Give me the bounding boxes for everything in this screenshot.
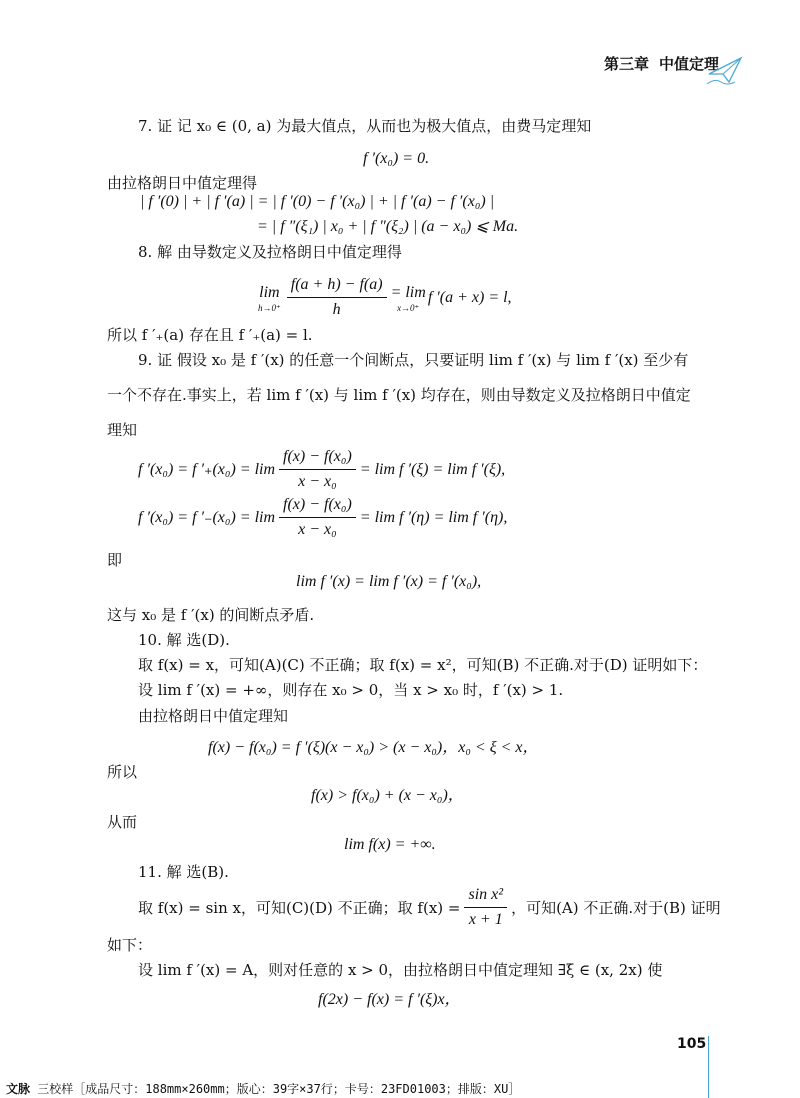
equation-line: f(2x) − f(x) = f ′(ξ)x， <box>318 991 461 1008</box>
equation-line: f(x) − f(x₀) = f ′(ξ)(x − x₀) > (x − x₀)，x₀ < ξ < x， <box>208 739 539 756</box>
text-line: 取 f(x) = x，可知(A)(C) 不正确；取 f(x) = x²，可知(B) 不正确.对于(D) 证明如下： <box>138 656 708 674</box>
text-line: 所以 <box>107 763 138 781</box>
text-line: 理知 <box>107 421 138 439</box>
footer-brand: 文脉 <box>6 1082 31 1096</box>
text-line: 如下： <box>107 936 153 954</box>
problem-8-intro: 8. 解 由导数定义及拉格朗日中值定理得 <box>138 243 402 261</box>
equation-limit-8: lim h→0⁺ $\frac{f(a + h) - f(a)}{h}$ = lim x→0⁺ f ′(a + x) = l, <box>258 276 512 318</box>
text-line: 这与 x₀ 是 f ′(x) 的间断点矛盾. <box>107 606 315 624</box>
equation-line: lim f ′(x) = lim f ′(x) = f ′(x₀), <box>296 573 482 590</box>
text-line: 即 <box>107 551 123 569</box>
paper-plane-icon <box>705 52 745 92</box>
equation-left-derivative: f ′(x₀) = f ′₋(x₀) = lim $\frac{\text{f(x) − f(x₀)}}{\text{x − x₀}}$ = lim f ′(η) = lim f ′(η), <box>138 496 508 538</box>
equation-line: | f ′(0) | + | f ′(a) | = | f ′(0) − f ′(x₀) | + | f ′(a) − f ′(x₀) | <box>140 193 495 210</box>
text-line: 由拉格朗日中值定理知 <box>138 707 289 725</box>
problem-10-intro: 10. 解 选(D). <box>138 631 230 649</box>
problem-7-intro: 7. 证 记 x₀ ∈ (0, a) 为最大值点，从而也为极大值点，由费马定理知 <box>138 117 592 135</box>
equation-line: = | f ″(ξ₁) | x₀ + | f ″(ξ₂) | (a − x₀) ⩽ Ma. <box>257 218 519 235</box>
text-line: 所以 f ′₊(a) 存在且 f ′₊(a) = l. <box>107 326 313 344</box>
text-line: 从而 <box>107 813 138 831</box>
problem-11-intro: 11. 解 选(B). <box>138 863 229 881</box>
equation-line: lim f(x) = +∞. <box>344 836 436 853</box>
equation-line: f(x) > f(x₀) + (x − x₀)， <box>311 787 464 804</box>
text-line: 设 lim f ′(x) = A，则对任意的 x > 0，由拉格朗日中值定理知 ∃ξ ∈ (x, 2x) 使 <box>138 961 663 979</box>
text-line: 由拉格朗日中值定理得 <box>107 174 258 192</box>
footer-line <box>6 1080 520 1097</box>
text-line: 一个不存在.事实上，若 lim f ′(x) 与 lim f ′(x) 均存在，则由导数定义及拉格朗日中值定 <box>107 386 691 404</box>
footer-info: 三校样［成品尺寸：188mm×260mm；版心：39字×37行；卡号：23FD01003；排版：XU］ <box>37 1082 521 1096</box>
chapter-title: 中值定理 <box>659 55 720 73</box>
equation-right-derivative: f ′(x₀) = f ′₊(x₀) = lim $\frac{\text{f(x) − f(x₀)}}{\text{x − x₀}}$ = lim f ′(ξ) = lim f ′(ξ), <box>138 448 506 490</box>
text-line: 设 lim f ′(x) = +∞，则存在 x₀ > 0，当 x > x₀ 时，f ′(x) > 1. <box>138 681 564 699</box>
margin-rule <box>708 1036 709 1098</box>
equation-fermat: f ′(x₀) = 0. <box>363 150 430 167</box>
page-number: 105 <box>677 1036 707 1052</box>
problem-9-intro: 9. 证 假设 x₀ 是 f ′(x) 的任意一个间断点，只要证明 lim f ′(x) 与 lim f ′(x) 至少有 <box>138 351 689 369</box>
text-line-with-fraction: 取 f(x) = sin x，可知(C)(D) 不正确；取 f(x) = $\frac{\text{sin x²}}{x + 1}$ ，可知(A) 不正确.对于(B) 证明 <box>138 886 721 928</box>
chapter-label: 第三章 <box>604 55 650 73</box>
